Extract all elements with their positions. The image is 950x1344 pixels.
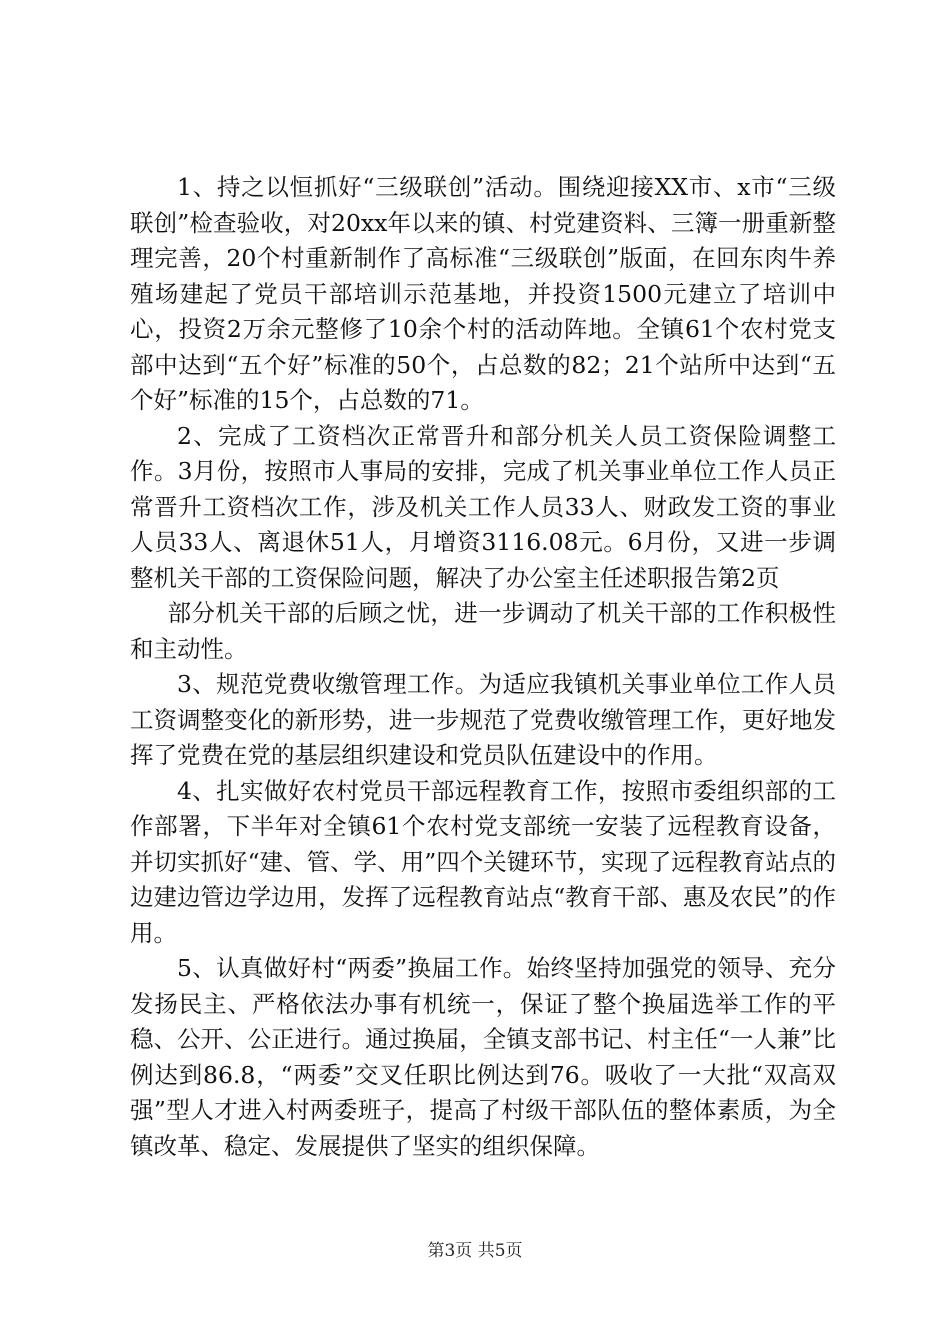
paragraph-2: 2、完成了工资档次正常晋升和部分机关人员工资保险调整工作。3月份，按照市人事局的安排，完成了机关事业单位工作人员正常晋升工资档次工作，涉及机关工作人员33人、财政发工资的事业人员33人、离退休51人，月增资3116.08元。6月份，又进一步调整机关干部的工资保险问题，解决了办公室主任述职报告第2页 [130,421,836,592]
paragraph-5: 5、认真做好村“两委”换届工作。始终坚持加强党的领导、充分发扬民主、严格依法办事有机统一，保证了整个换届选举工作的平稳、公开、公正进行。通过换届，全镇支部书记、村主任“一人兼”比例达到86.8，“两委”交叉任职比例达到76。吸收了一大批“双高双强”型人才进入村两委班子，提高了村级干部队伍的整体素质，为全镇改革、稳定、发展提供了坚实的组织保障。 [130,954,836,1160]
page-footer [0,1240,950,1262]
paragraph-4: 4、扎实做好农村党员干部远程教育工作，按照市委组织部的工作部署，下半年对全镇61个农村党支部统一安装了远程教育设备，并切实抓好“建、管、学、用”四个关键环节，实现了远程教育站点的边建边管边学边用，发挥了远程教育站点“教育干部、惠及农民”的作用。 [130,776,836,947]
document-body [130,170,836,1164]
paragraph-3: 3、规范党费收缴管理工作。为适应我镇机关事业单位工作人员工资调整变化的新形势，进一步规范了党费收缴管理工作，更好地发挥了党费在党的基层组织建设和党员队伍建设中的作用。 [130,670,836,769]
page-number-label: 第3页 共5页 [427,1241,523,1261]
paragraph-1: 1、持之以恒抓好“三级联创”活动。围绕迎接XX市、x市“三级联创”检查验收，对20xx年以来的镇、村党建资料、三簿一册重新整理完善，20个村重新制作了高标准“三级联创”版面，在回东肉牛养殖场建起了党员干部培训示范基地，并投资1500元建立了培训中心，投资2万余元整修了10余个村的活动阵地。全镇61个农村党支部中达到“五个好”标准的50个，占总数的82；21个站所中达到“五个好”标准的15个，占总数的71。 [130,173,836,414]
paragraph-2-continued: 部分机关干部的后顾之忧，进一步调动了机关干部的工作积极性和主动性。 [130,599,836,663]
